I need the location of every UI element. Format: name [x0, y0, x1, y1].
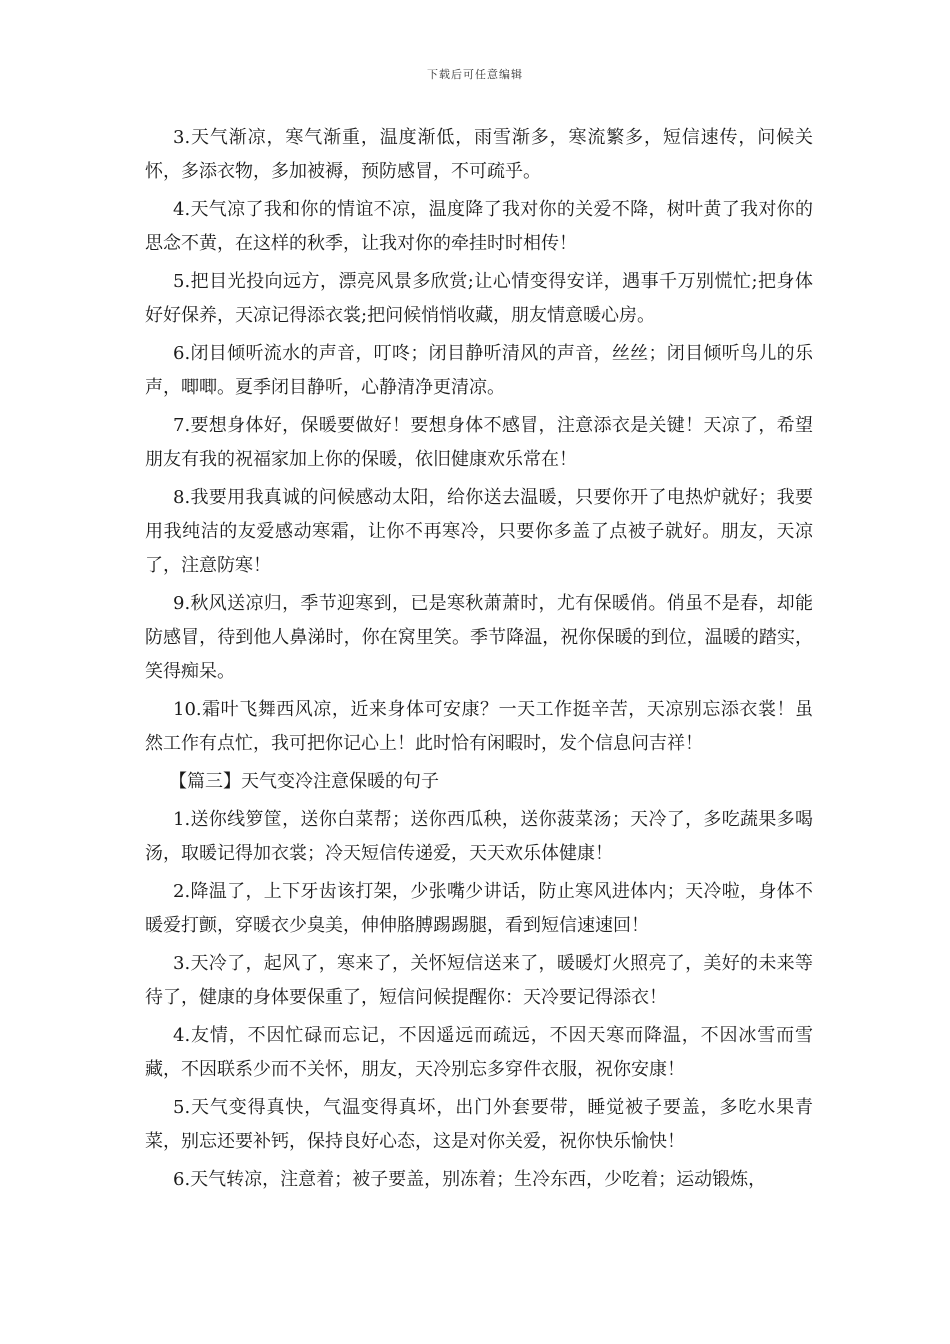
section-title: 【篇三】天气变冷注意保暖的句子 [169, 771, 439, 792]
section3-paragraph-2: 2.降温了，上下牙齿该打架，少张嘴少讲话，防止寒风进体内；天冷啦，身体不暖爱打颤，穿暖衣少臭美，伸伸胳膊踢踢腿，看到短信速速回！ [145, 881, 813, 936]
section3-paragraph-4: 4.友情，不因忙碌而忘记，不因遥远而疏远，不因天寒而降温，不因冰雪而雪藏，不因联系少而不关怀，朋友，天冷别忘多穿件衣服，祝你安康！ [145, 1025, 813, 1080]
paragraph-5: 5.把目光投向远方，漂亮风景多欣赏;让心情变得安详，遇事千万别慌忙;把身体好好保养，天凉记得添衣裳;把问候悄悄收藏，朋友情意暖心房。 [145, 271, 813, 326]
paragraph-10: 10.霜叶飞舞西风凉，近来身体可安康？一天工作挺辛苦，天凉别忘添衣裳！虽然工作有点忙，我可把你记心上！此时恰有闲暇时，发个信息问吉祥！ [145, 699, 813, 754]
section3-paragraph-1: 1.送你线箩筐，送你白菜帮；送你西瓜秧，送你菠菜汤；天冷了，多吃蔬果多喝汤，取暖记得加衣裳；冷天短信传递爱，天天欢乐体健康！ [145, 809, 813, 864]
section3-paragraph-5: 5.天气变得真快，气温变得真坏，出门外套要带，睡觉被子要盖，多吃水果青菜，别忘还要补钙，保持良好心态，这是对你关爱，祝你快乐愉快！ [145, 1097, 813, 1152]
document-body [145, 121, 813, 1201]
header-note: 下载后可任意编辑 [427, 68, 523, 81]
paragraph-4: 4.天气凉了我和你的情谊不凉，温度降了我对你的关爱不降，树叶黄了我对你的思念不黄，在这样的秋季，让我对你的牵挂时时相传！ [145, 199, 813, 254]
paragraph-6: 6.闭目倾听流水的声音，叮咚；闭目静听清风的声音，丝丝；闭目倾听鸟儿的乐声，唧唧。夏季闭目静听，心静清净更清凉。 [145, 343, 813, 398]
paragraph-8: 8.我要用我真诚的问候感动太阳，给你送去温暖，只要你开了电热炉就好；我要用我纯洁的友爱感动寒霜，让你不再寒冷，只要你多盖了点被子就好。朋友，天凉了，注意防寒！ [145, 487, 813, 576]
section3-paragraph-6: 6.天气转凉，注意着；被子要盖，别冻着；生冷东西，少吃着；运动锻炼， [173, 1169, 767, 1190]
paragraph-3: 3.天气渐凉，寒气渐重，温度渐低，雨雪渐多，寒流繁多，短信速传，问候关怀，多添衣物，多加被褥，预防感冒，不可疏乎。 [145, 127, 813, 182]
paragraph-9: 9.秋风送凉归，季节迎寒到，已是寒秋萧萧时，尤有保暖俏。俏虽不是春，却能防感冒，待到他人鼻涕时，你在窝里笑。季节降温，祝你保暖的到位，温暖的踏实，笑得痴呆。 [145, 593, 813, 682]
section3-paragraph-3: 3.天冷了，起风了，寒来了，关怀短信送来了，暖暖灯火照亮了，美好的未来等待了，健康的身体要保重了，短信问候提醒你：天冷要记得添衣！ [145, 953, 813, 1008]
paragraph-7: 7.要想身体好，保暖要做好！要想身体不感冒，注意添衣是关键！天凉了，希望朋友有我的祝福家加上你的保暖，依旧健康欢乐常在！ [145, 415, 813, 470]
